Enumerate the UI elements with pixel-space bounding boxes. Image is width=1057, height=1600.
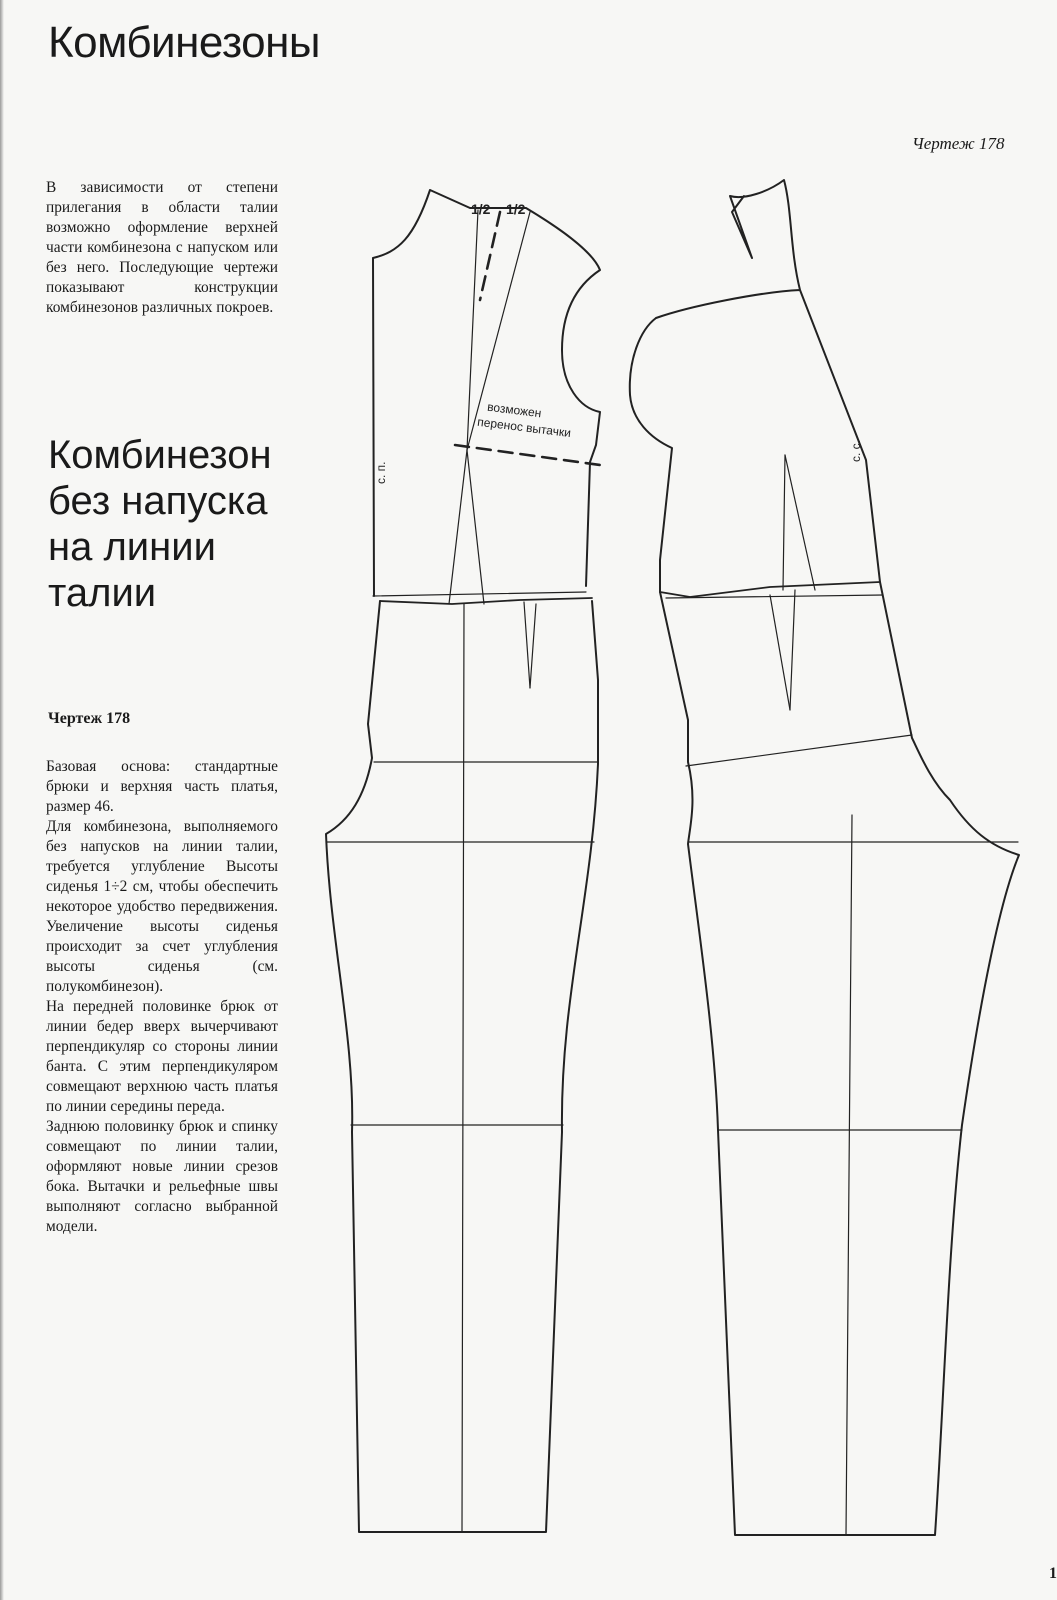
drawing-label: Чертеж 178 bbox=[48, 710, 131, 727]
dart-note-line2: перенос вытачки bbox=[476, 414, 572, 441]
dart-note bbox=[477, 399, 574, 440]
drawing-caption: Чертеж 178 bbox=[912, 134, 1005, 153]
body-paragraph: На передней половинке брюк от линии бедер вверх вычерчивают перпендикуляр со стороны линии банта. С этим перпендикуляром совмещают верхнюю часть платья по линии середины переда. bbox=[46, 998, 278, 1115]
body-paragraph: Для комбинезона, выполняемого без напусков на линии талии, требуется углубление Высоты сиденья 1÷2 см, чтобы обеспечить некоторое удобство передвижения. Увеличение высоты сиденья происходит за счет углубления высоты сиденья (см. полукомбинезон). bbox=[46, 818, 278, 995]
back-bodice-outline bbox=[630, 180, 880, 592]
intro-text: В зависимости от степени прилегания в области талии возможно оформление верхней части комбинезона с напуском или без него. Последующие чертежи показывают конструкции комбинезонов различных покроев. bbox=[46, 179, 278, 316]
back-pattern-piece bbox=[630, 180, 1019, 1535]
body-paragraph: Базовая основа: стандартные брюки и верхняя часть платья, размер 46. bbox=[46, 758, 278, 815]
section-title-line: без напуска bbox=[48, 479, 268, 523]
center-back-label: с. с. bbox=[849, 439, 863, 462]
front-waist-line bbox=[380, 598, 592, 604]
back-trouser-outline bbox=[660, 582, 1019, 1535]
half-mark-right: 1/2 bbox=[506, 201, 526, 217]
page-title: Комбинезоны bbox=[48, 18, 321, 67]
page-number: 1 bbox=[1049, 1565, 1057, 1582]
front-bodice-outline bbox=[373, 190, 600, 596]
body-paragraph: Заднюю половинку брюк и спинку совмещают по линии талии, оформляют новые линии срезов бока. Вытачки и рельефные швы выполняют согласно выбранной модели. bbox=[46, 1118, 278, 1235]
center-front-label: с. п. bbox=[374, 461, 388, 484]
half-mark-left: 1/2 bbox=[471, 201, 491, 217]
back-construction-lines bbox=[666, 455, 1018, 1535]
front-construction-lines bbox=[326, 210, 598, 1532]
section-title-line: Комбинезон bbox=[48, 433, 272, 477]
section-title-line: талии bbox=[48, 571, 157, 615]
dart-note-line1: возможен bbox=[486, 399, 543, 421]
section-title-line: на линии bbox=[48, 525, 216, 569]
